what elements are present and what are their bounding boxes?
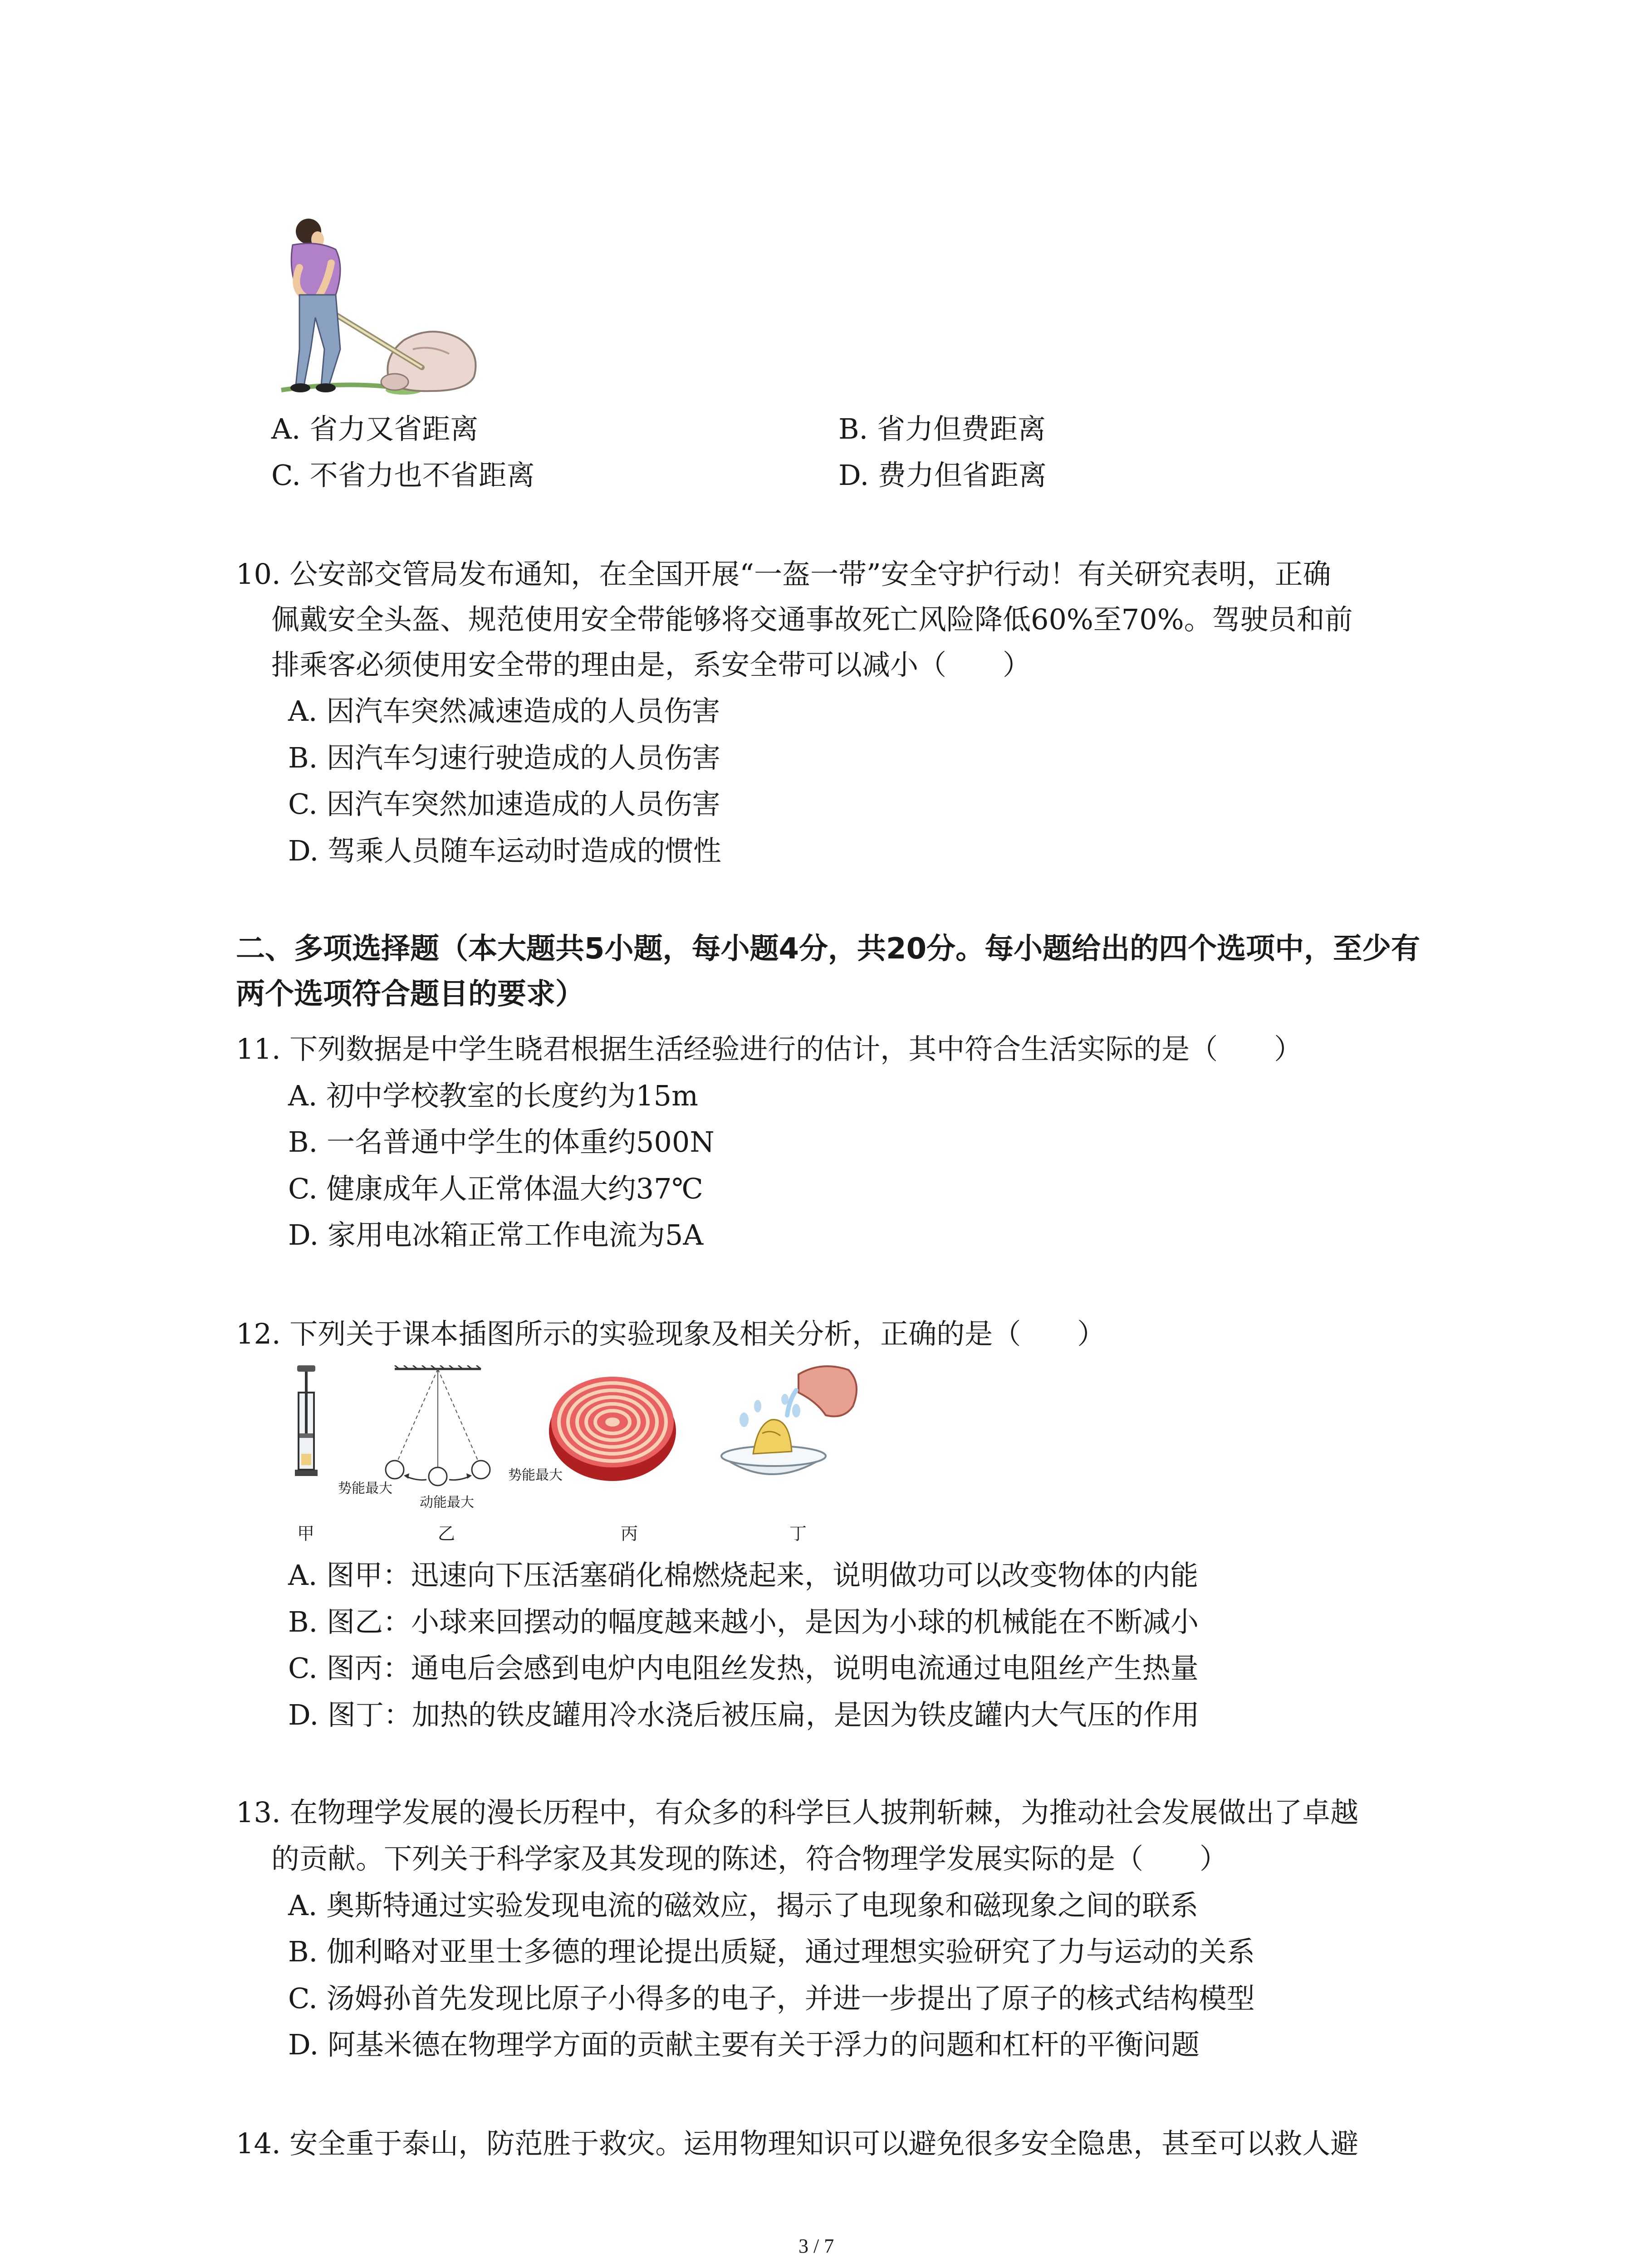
q13-stem-line2: 的贡献。下列关于科学家及其发现的陈述，符合物理学发展实际的是（ ）	[271, 1842, 1228, 1875]
figure-ding-can	[717, 1356, 871, 1492]
figure-jia-piston	[281, 1365, 327, 1483]
q12-option-d: D. 图丁：加热的铁皮罐用冷水浇后被压扁，是因为铁皮罐内大气压的作用	[288, 1698, 1200, 1731]
q11-option-d: D. 家用电冰箱正常工作电流为5A	[288, 1218, 704, 1251]
q10-stem-line2: 佩戴安全头盔、规范使用安全带能够将交通事故死亡风险降低60%至70%。驾驶员和前	[271, 603, 1353, 636]
q13-option-c: C. 汤姆孙首先发现比原子小得多的电子，并进一步提出了原子的核式结构模型	[288, 1982, 1255, 2015]
q13-option-a: A. 奥斯特通过实验发现电流的磁效应，揭示了电现象和磁现象之间的联系	[288, 1889, 1199, 1922]
q12-option-a: A. 图甲：迅速向下压活塞硝化棉燃烧起来，说明做功可以改变物体的内能	[288, 1559, 1199, 1592]
figure-caption-ding: 丁	[789, 1524, 807, 1544]
q13-option-d: D. 阿基米德在物理学方面的贡献主要有关于浮力的问题和杠杆的平衡问题	[288, 2028, 1200, 2061]
q9-option-a: A. 省力又省距离	[271, 412, 479, 445]
q10-option-c: C. 因汽车突然加速造成的人员伤害	[288, 787, 720, 821]
q11-option-c: C. 健康成年人正常体温大约37℃	[288, 1172, 703, 1205]
pendulum-label-right: 势能最大	[508, 1467, 563, 1483]
figure-bing-stove	[544, 1363, 681, 1486]
section2-heading-line1: 二、多项选择题（本大题共5小题，每小题4分，共20分。每小题给出的四个选项中，至少有	[236, 932, 1421, 966]
q9-option-d: D. 费力但省距离	[838, 459, 1047, 492]
lever-figure	[268, 213, 531, 404]
q9-option-b: B. 省力但费距离	[838, 412, 1046, 445]
q11-option-a: A. 初中学校教室的长度约为15m	[288, 1079, 698, 1112]
figure-caption-yi: 乙	[438, 1524, 456, 1544]
q10-option-b: B. 因汽车匀速行驶造成的人员伤害	[288, 741, 720, 774]
q12-option-c: C. 图丙：通电后会感到电炉内电阻丝发热，说明电流通过电阻丝产生热量	[288, 1652, 1199, 1685]
q11-stem: 11. 下列数据是中学生晓君根据生活经验进行的估计，其中符合生活实际的是（ ）	[236, 1032, 1303, 1066]
q11-option-b: B. 一名普通中学生的体重约500N	[288, 1125, 715, 1158]
q10-option-a: A. 因汽车突然减速造成的人员伤害	[288, 694, 720, 728]
q14-stem-line1: 14. 安全重于泰山，防范胜于救灾。运用物理知识可以避免很多安全隐患，甚至可以救人避	[236, 2127, 1359, 2160]
q10-stem-line3: 排乘客必须使用安全带的理由是，系安全带可以减小（ ）	[271, 648, 1031, 681]
figure-caption-bing: 丙	[621, 1524, 638, 1544]
q10-stem-line1: 10. 公安部交管局发布通知，在全国开展“一盔一带”安全守护行动！有关研究表明，正确	[236, 557, 1331, 591]
q13-stem-line1: 13. 在物理学发展的漫长历程中，有众多的科学巨人披荆斩棘，为推动社会发展做出了卓越	[236, 1796, 1359, 1829]
q12-stem: 12. 下列关于课本插图所示的实验现象及相关分析，正确的是（ ）	[236, 1317, 1106, 1350]
page-number: 3 / 7	[798, 2235, 834, 2257]
pendulum-label-middle: 动能最大	[420, 1495, 474, 1510]
figure-caption-jia: 甲	[297, 1524, 315, 1544]
q10-option-d: D. 驾乘人员随车运动时造成的惯性	[288, 834, 721, 867]
q13-option-b: B. 伽利略对亚里士多德的理论提出质疑，通过理想实验研究了力与运动的关系	[288, 1935, 1255, 1968]
section2-heading-line2: 两个选项符合题目的要求）	[236, 978, 584, 1011]
q12-option-b: B. 图乙：小球来回摆动的幅度越来越小，是因为小球的机械能在不断减小	[288, 1605, 1199, 1638]
q9-option-c: C. 不省力也不省距离	[271, 459, 535, 492]
pendulum-label-left: 势能最大	[338, 1481, 392, 1496]
